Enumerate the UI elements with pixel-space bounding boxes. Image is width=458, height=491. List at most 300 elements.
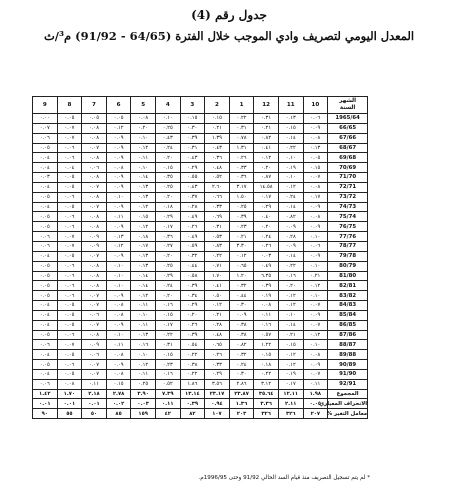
value-cell: ٠.٠٥: [303, 153, 328, 163]
value-cell: ٠.٠٧: [57, 241, 82, 251]
value-cell: ٠.٠٥: [33, 222, 58, 232]
value-cell: ٠.٠٩: [82, 241, 107, 251]
value-cell: ٠.٣٨: [229, 330, 254, 340]
summary-value-cell: ٣٢٦: [254, 409, 279, 419]
summary-value-cell: ١٠٧: [205, 409, 230, 419]
summary-value-cell: ٣٢٦: [278, 409, 303, 419]
summary-value-cell: ٢٣.١٧: [205, 389, 230, 399]
summary-value-cell: ١.٣٦: [229, 399, 254, 409]
value-cell: ٠.٠٨: [57, 379, 82, 389]
value-cell: ٠.٠٩: [106, 153, 131, 163]
value-cell: ٠.١٥: [155, 163, 180, 173]
table-body: [33, 114, 368, 419]
value-cell: ٠.٠٦: [82, 163, 107, 173]
value-cell: ٠.١٠: [106, 261, 131, 271]
value-cell: ٠.٥٢: [155, 379, 180, 389]
value-cell: ٠.١٧: [303, 192, 328, 202]
value-cell: ٠.٠٤: [33, 301, 58, 311]
table-row: [33, 123, 368, 133]
value-cell: ٠.١١: [303, 379, 328, 389]
value-cell: ٠.١٨: [155, 202, 180, 212]
value-cell: ٠.٣٠: [229, 301, 254, 311]
value-cell: ٠.٠٦: [33, 133, 58, 143]
year-cell: 85/84: [328, 310, 368, 320]
value-cell: ٠.٣٩: [254, 281, 279, 291]
value-cell: ٠.٦٥: [229, 261, 254, 271]
summary-label-cell: الانحراف المعياري: [319, 400, 368, 407]
value-cell: ٠.٠٨: [82, 281, 107, 291]
value-cell: ٠.٠٥: [33, 360, 58, 370]
value-cell: ٠.٢٠: [278, 281, 303, 291]
summary-value-cell: ٨٥: [106, 409, 131, 419]
value-cell: ٠.١٣: [131, 330, 156, 340]
value-cell: ٠.٠٨: [106, 310, 131, 320]
value-cell: ٠.٠٩: [106, 202, 131, 212]
value-cell: ٠.٠٩: [229, 310, 254, 320]
value-cell: ٠.١١: [106, 212, 131, 222]
value-cell: ٠.٢١: [229, 232, 254, 242]
value-cell: ٠.٢٩: [180, 163, 205, 173]
value-cell: ٠.٢٢: [205, 251, 230, 261]
value-cell: ٠.٢٠: [254, 222, 279, 232]
value-cell: ٠.٢٥: [155, 182, 180, 192]
table-row: [33, 192, 368, 202]
value-cell: ١.٥٠: [229, 192, 254, 202]
value-cell: ٠.٢٦: [180, 222, 205, 232]
table-row: [33, 222, 368, 232]
value-cell: ٠.٠٧: [82, 360, 107, 370]
value-cell: ٠.٣١: [155, 340, 180, 350]
value-cell: ٠.٥٣: [205, 232, 230, 242]
value-cell: ٠.١٢: [303, 281, 328, 291]
value-cell: ٠.٠٥: [57, 182, 82, 192]
value-cell: ٠.٢٧: [155, 241, 180, 251]
value-cell: ٠.٨٣: [205, 241, 230, 251]
value-cell: ٠.٠٥: [33, 261, 58, 271]
value-cell: ٠.٠٧: [82, 320, 107, 330]
value-cell: ٠.٢٣: [155, 360, 180, 370]
value-cell: ٠.١٥: [278, 123, 303, 133]
value-cell: ٠.٢٩: [155, 271, 180, 281]
value-cell: ٠.٠٥: [57, 173, 82, 183]
value-cell: ٠.١٠: [303, 291, 328, 301]
value-cell: ٠.١٦: [278, 271, 303, 281]
header-month-cell: 9: [33, 97, 58, 114]
value-cell: ٠.١٢: [131, 202, 156, 212]
value-cell: ٠.٠٨: [131, 114, 156, 124]
header-month-cell: 6: [106, 97, 131, 114]
year-cell: 83/82: [328, 291, 368, 301]
year-cell: 75/74: [328, 212, 368, 222]
table-row: [33, 133, 368, 143]
year-cell: 68/67: [328, 143, 368, 153]
value-cell: ٠.٤٨: [205, 330, 230, 340]
value-cell: ٠.٠٩: [303, 310, 328, 320]
value-cell: ٠.٠٦: [33, 232, 58, 242]
value-cell: ٠.٠٩: [82, 340, 107, 350]
summary-value-cell: ٠.٠٣: [131, 399, 156, 409]
table-row: [33, 202, 368, 212]
value-cell: ٠.٠٩: [106, 182, 131, 192]
year-cell: 67/66: [328, 133, 368, 143]
value-cell: ٠.٨٢: [254, 133, 279, 143]
value-cell: ٠.٠٧: [82, 202, 107, 212]
value-cell: ٠.١٢: [106, 241, 131, 251]
value-cell: ٠.٠٧: [57, 123, 82, 133]
value-cell: ٠.٢٠: [155, 192, 180, 202]
value-cell: ٠.٠٩: [303, 202, 328, 212]
value-cell: ٠.٠٩: [106, 360, 131, 370]
value-cell: ٠.٢١: [205, 123, 230, 133]
value-cell: ٠.٠٩: [82, 232, 107, 242]
value-cell: ٠.٥٧: [254, 330, 279, 340]
table-row: [33, 340, 368, 350]
value-cell: ٠.١٤: [131, 271, 156, 281]
value-cell: ٠.٠٨: [82, 261, 107, 271]
value-cell: ٠.٤٩: [254, 261, 279, 271]
value-cell: ٠.٤٣: [155, 133, 180, 143]
summary-value-cell: ١.٤٢: [33, 389, 58, 399]
value-cell: ٠.٣٩: [229, 212, 254, 222]
value-cell: ١.٢٠: [229, 271, 254, 281]
table-header-row: [33, 97, 368, 114]
value-cell: ٠.١٩: [278, 163, 303, 173]
value-cell: ٠.٣٠: [180, 123, 205, 133]
value-cell: ٠.٠٨: [106, 350, 131, 360]
table-row: [33, 163, 368, 173]
value-cell: ٠.٠٩: [303, 222, 328, 232]
value-cell: ٠.٢٩: [155, 212, 180, 222]
value-cell: ٠.٠٧: [33, 123, 58, 133]
value-cell: ٠.٣٣: [229, 163, 254, 173]
year-cell: 81/80: [328, 271, 368, 281]
value-cell: ٠.٢٠: [131, 123, 156, 133]
value-cell: ٠.١٥: [278, 340, 303, 350]
header-month-cell: 3: [180, 97, 205, 114]
value-cell: ٠.٠٥: [33, 212, 58, 222]
value-cell: ٠.١٠: [131, 350, 156, 360]
value-cell: ٠.٠٧: [82, 369, 107, 379]
value-cell: ٠.٣٣: [205, 360, 230, 370]
value-cell: ٠.٢٢: [278, 261, 303, 271]
value-cell: ٠.١٤: [131, 173, 156, 183]
header-month-cell: 11: [278, 97, 303, 114]
value-cell: ٠.٠٥: [106, 114, 131, 124]
year-cell: 92/91: [328, 379, 368, 389]
summary-value-cell: ١.٩٨: [303, 389, 328, 399]
summary-value-cell: ٠.٩٤: [205, 399, 230, 409]
value-cell: ٠.١٠: [303, 340, 328, 350]
header-month-cell: 7: [82, 97, 107, 114]
year-cell: 80/79: [328, 261, 368, 271]
value-cell: ٠.٢٤: [278, 192, 303, 202]
value-cell: ٠.٠٦: [57, 271, 82, 281]
year-cell: 88/87: [328, 340, 368, 350]
table-row: [33, 114, 368, 124]
value-cell: ٠.٠٨: [82, 222, 107, 232]
value-cell: ٠.١٦: [155, 301, 180, 311]
summary-value-cell: ٢.١٨: [82, 389, 107, 399]
table-row: [33, 310, 368, 320]
value-cell: ٠.٠٦: [57, 281, 82, 291]
value-cell: ٠.١٣: [131, 182, 156, 192]
value-cell: ٠.١٣: [131, 261, 156, 271]
value-cell: ٠.٠٥: [57, 320, 82, 330]
value-cell: ٠.٢٨: [180, 202, 205, 212]
summary-value-cell: ٣.٣٦: [254, 399, 279, 409]
value-cell: ٠.١٣: [303, 143, 328, 153]
value-cell: ٠.٠٩: [303, 123, 328, 133]
value-cell: ٠.١٤: [278, 320, 303, 330]
value-cell: ٠.٢٠: [180, 310, 205, 320]
header-year-label: السنة: [339, 105, 356, 111]
value-cell: ٠.٧١: [205, 261, 230, 271]
value-cell: ٠.٤١: [254, 143, 279, 153]
value-cell: ٠.٢٠: [254, 163, 279, 173]
value-cell: ٠.١٤: [278, 133, 303, 143]
summary-value-cell: ٤٢: [155, 409, 180, 419]
value-cell: ٠.٠٩: [278, 222, 303, 232]
table-row: [33, 379, 368, 389]
value-cell: ٠.٠٦: [57, 153, 82, 163]
value-cell: ٠.٢٤: [155, 281, 180, 291]
value-cell: ٠.١٦: [155, 369, 180, 379]
value-cell: ٠.٢١: [278, 330, 303, 340]
value-cell: ٠.٥٨: [180, 271, 205, 281]
value-cell: ٠.١٠: [303, 261, 328, 271]
summary-value-cell: ١٥٩: [131, 409, 156, 419]
value-cell: ٠.٢٠: [155, 153, 180, 163]
value-cell: ٠.١٥: [205, 114, 230, 124]
year-cell: 72/71: [328, 182, 368, 192]
value-cell: ٠.١٥: [303, 163, 328, 173]
value-cell: ٠.١٥: [254, 350, 279, 360]
value-cell: ٠.١٥: [106, 379, 131, 389]
value-cell: ٠.٠٧: [57, 133, 82, 143]
value-cell: ٠.٢٤: [229, 360, 254, 370]
value-cell: ٠.٠٨: [303, 133, 328, 143]
year-cell: 71/70: [328, 173, 368, 183]
value-cell: ٠.١٢: [229, 251, 254, 261]
value-cell: ٠.٢١: [303, 271, 328, 281]
value-cell: ٦.٣٥: [254, 271, 279, 281]
value-cell: ٠.١٣: [278, 114, 303, 124]
value-cell: ٠.٠٨: [303, 212, 328, 222]
value-cell: ٠.٠٩: [106, 291, 131, 301]
year-cell: 66/65: [328, 123, 368, 133]
value-cell: ٠.٠٠: [33, 114, 58, 124]
value-cell: ٠.١٢: [205, 301, 230, 311]
value-cell: ٠.٠٦: [303, 241, 328, 251]
value-cell: ٠.٠٨: [82, 192, 107, 202]
discharge-table-container: [32, 96, 368, 419]
value-cell: ٠.٢٥: [229, 202, 254, 212]
value-cell: ٠.٠٥: [57, 350, 82, 360]
summary-value-cell: ٠.٠١: [57, 399, 82, 409]
value-cell: ٠.٢٠: [155, 291, 180, 301]
value-cell: ٠.٤٣: [180, 153, 205, 163]
value-cell: ٠.٤٤: [180, 261, 205, 271]
value-cell: ٠.٠٧: [82, 301, 107, 311]
value-cell: ٠.١٣: [106, 232, 131, 242]
value-cell: ٠.٨٧: [254, 173, 279, 183]
value-cell: ٠.٣١: [205, 222, 230, 232]
value-cell: ٠.٠٧: [57, 340, 82, 350]
header-month-cell: 1: [229, 97, 254, 114]
value-cell: ٠.٠٨: [82, 212, 107, 222]
value-cell: ٠.٠٦: [57, 212, 82, 222]
value-cell: ٠.١٣: [131, 192, 156, 202]
value-cell: ٠.٣٩: [180, 133, 205, 143]
value-cell: ٠.٠٥: [82, 114, 107, 124]
year-cell: 73/72: [328, 192, 368, 202]
value-cell: ٠.٠٦: [57, 360, 82, 370]
value-cell: ٠.١٥: [180, 114, 205, 124]
value-cell: ٠.٠٦: [57, 143, 82, 153]
summary-value-cell: ٢.١١: [278, 399, 303, 409]
value-cell: ٠.٤٠: [254, 212, 279, 222]
value-cell: ٠.٠٩: [106, 251, 131, 261]
year-cell: 79/78: [328, 251, 368, 261]
value-cell: ٠.٠٦: [82, 350, 107, 360]
value-cell: ٠.٠٥: [33, 291, 58, 301]
value-cell: ٠.١٠: [278, 173, 303, 183]
header-month-cell: 2: [205, 97, 230, 114]
summary-label-cell: معامل التغير %: [326, 410, 368, 417]
value-cell: ٠.٢٤: [155, 143, 180, 153]
year-cell: 87/86: [328, 330, 368, 340]
value-cell: ٠.٣٣: [205, 202, 230, 212]
value-cell: ٠.١٨: [254, 360, 279, 370]
value-cell: ٠.١٢: [278, 301, 303, 311]
value-cell: ٠.٠٦: [33, 241, 58, 251]
value-cell: ٠.٥٢: [205, 173, 230, 183]
value-cell: ٠.٤٨: [205, 163, 230, 173]
summary-value-cell: ٣.٩٠: [131, 389, 156, 399]
value-cell: ٠.٢٥: [131, 379, 156, 389]
value-cell: ٠.٠٩: [303, 251, 328, 261]
value-cell: ٠.١٠: [278, 310, 303, 320]
table-row: [33, 241, 368, 251]
table-row: [33, 301, 368, 311]
value-cell: ٠.١١: [131, 153, 156, 163]
table-row: [33, 212, 368, 222]
value-cell: ٠.٢٦: [205, 350, 230, 360]
value-cell: ٠.٤٤: [229, 291, 254, 301]
value-cell: ٠.٠٦: [33, 379, 58, 389]
table-row: [33, 350, 368, 360]
value-cell: ٠.١٠: [155, 114, 180, 124]
summary-value-cell: ٠.٣٩: [180, 399, 205, 409]
value-cell: ٠.١٦: [254, 320, 279, 330]
value-cell: ٠.٠٧: [82, 251, 107, 261]
value-cell: ٠.٠٩: [106, 133, 131, 143]
value-cell: ٠.٣٥: [155, 173, 180, 183]
value-cell: ٣.٣٠: [229, 241, 254, 251]
year-cell: 69/68: [328, 153, 368, 163]
summary-value-cell: ٩٠: [33, 409, 58, 419]
value-cell: ٠.٠٦: [57, 291, 82, 301]
summary-value-cell: ٠.٠٢: [106, 399, 131, 409]
summary-value-cell: ١.٧٠: [57, 389, 82, 399]
value-cell: ٠.٠٥: [33, 281, 58, 291]
summary-value-cell: ٢٠٧: [303, 409, 328, 419]
value-cell: ٠.٠٩: [106, 173, 131, 183]
value-cell: ٠.١٢: [278, 291, 303, 301]
value-cell: ٠.٣١: [180, 143, 205, 153]
year-cell: 77/76: [328, 232, 368, 242]
value-cell: ٠.٠٥: [57, 369, 82, 379]
table-row: [33, 271, 368, 281]
value-cell: ٠.٥٠: [205, 291, 230, 301]
value-cell: ٠.٠٤: [33, 310, 58, 320]
value-cell: ٠.١٢: [303, 330, 328, 340]
value-cell: ٠.٠٩: [106, 320, 131, 330]
value-cell: ٠.١١: [106, 340, 131, 350]
header-month-cell: 12: [254, 97, 279, 114]
header-month-cell: 8: [57, 97, 82, 114]
table-row: [33, 143, 368, 153]
table-row: [33, 281, 368, 291]
value-cell: ١٤.٥٨: [254, 182, 279, 192]
value-cell: ٠.٢٢: [180, 350, 205, 360]
summary-value-cell: ٢٠٣: [229, 409, 254, 419]
value-cell: ٠.١٠: [278, 153, 303, 163]
value-cell: ٠.٠٤: [57, 163, 82, 173]
value-cell: ٠.١٢: [254, 153, 279, 163]
summary-value-cell: ١٣.١٤: [180, 389, 205, 399]
value-cell: ٠.٢٦: [254, 241, 279, 251]
discharge-table: [32, 96, 368, 419]
value-cell: ٠.٠٦: [82, 310, 107, 320]
value-cell: ٠.٠٤: [33, 163, 58, 173]
value-cell: ٢.٦٠: [205, 182, 230, 192]
header-month-cell: 4: [155, 97, 180, 114]
value-cell: ٠.٣٤: [180, 291, 205, 301]
summary-value-cell: ٢٣.٨٧: [229, 389, 254, 399]
value-cell: ٠.١٥: [155, 350, 180, 360]
value-cell: ٠.٢٥: [155, 123, 180, 133]
value-cell: ٠.١٧: [155, 320, 180, 330]
value-cell: ٠.٢٠: [155, 251, 180, 261]
value-cell: ٠.٠٦: [33, 340, 58, 350]
value-cell: ٠.٠٥: [57, 114, 82, 124]
table-row: [33, 360, 368, 370]
value-cell: ٠.٤٩: [180, 232, 205, 242]
value-cell: ٠.٠٨: [106, 163, 131, 173]
value-cell: ٠.٠٨: [254, 301, 279, 311]
value-cell: ٠.١٩: [254, 291, 279, 301]
year-cell: 86/85: [328, 320, 368, 330]
value-cell: ٠.٣٩: [180, 281, 205, 291]
year-cell: 76/75: [328, 222, 368, 232]
value-cell: ٠.٠٥: [33, 143, 58, 153]
value-cell: ٠.١١: [131, 301, 156, 311]
table-row: [33, 369, 368, 379]
value-cell: ٠.٦٦: [205, 192, 230, 202]
value-cell: ٠.٢٢: [254, 369, 279, 379]
summary-row: [33, 399, 368, 409]
value-cell: ٣.٥٦: [205, 379, 230, 389]
summary-value-cell: ٥٥: [57, 409, 82, 419]
value-cell: ٠.٨٢: [278, 212, 303, 222]
value-cell: ٠.٠٩: [303, 360, 328, 370]
value-cell: ٠.٠٨: [82, 330, 107, 340]
value-cell: ٠.٠٥: [33, 192, 58, 202]
value-cell: ٠.٠٤: [33, 369, 58, 379]
value-cell: ٠.٠٨: [82, 173, 107, 183]
year-cell: 89/88: [328, 350, 368, 360]
